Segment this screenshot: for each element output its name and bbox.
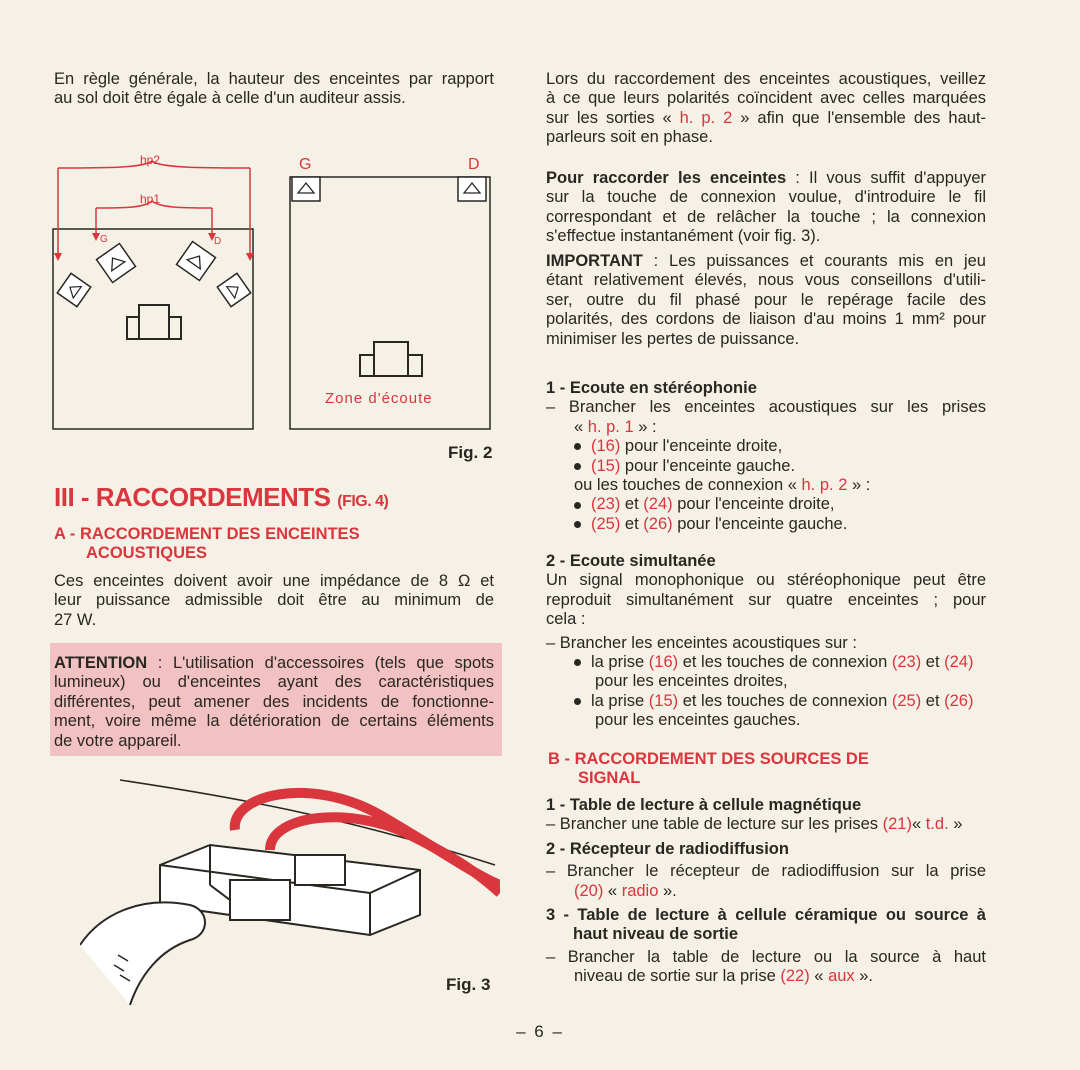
figure-2-speaker-layout xyxy=(44,145,504,435)
speaker-rear-left xyxy=(57,273,90,306)
figure-3-connection-illustration xyxy=(80,775,500,1005)
subsection-a-text: Ces enceintes doivent avoir une impédance de 8 Ω et leur puissance admissible doit être au minimum de 27 W. xyxy=(54,572,494,629)
subsection-a-title: A - RACCORDEMENT DES ENCEINTES ACOUSTIQUES xyxy=(54,525,360,563)
fig2-hp1-label: hp1 xyxy=(140,192,161,206)
right-paragraph-2: Pour raccorder les enceintes : Il vous suffit d'appuyer sur la touche de connexion voulue, d'introduire le fil correspondant et de relâcher la touche ; la connexion s'effectue instantanément (voir fig. 3). xyxy=(546,169,986,246)
simultaneous-section: 2 - Ecoute simultanée Un signal monophonique ou stéréophonique peut être reproduit simultanément sur quatre enceintes ; pour cela : – Brancher les enceintes acoustiques sur : la prise (16) et les touches de connexion (23) et (24) pour les enceintes droites, la prise (15) et les touches de connexion (25) et (26) pour les enceintes gauches. xyxy=(546,552,986,730)
fig2-g-big: G xyxy=(299,156,312,173)
zone-label: Zone d'écoute xyxy=(325,390,433,407)
speaker-g xyxy=(292,177,320,201)
bullet-icon xyxy=(574,463,581,470)
chair-left xyxy=(127,305,181,339)
chair-right xyxy=(360,342,422,376)
bullet-icon xyxy=(574,443,581,450)
intro-paragraph: En règle générale, la hauteur des enceintes par rapport au sol doit être égale à celle d'un auditeur assis. xyxy=(54,70,494,108)
fig2-d-small: D xyxy=(214,236,222,247)
page-number: – 6 – xyxy=(516,1022,564,1041)
fig2-caption: Fig. 2 xyxy=(448,443,493,462)
section-title: III - RACCORDEMENTS (FIG. 4) xyxy=(54,482,389,512)
bullet-icon xyxy=(574,659,581,666)
fig2-g-small: G xyxy=(100,234,108,245)
right-paragraph-3: IMPORTANT : Les puissances et courants mis en jeu étant relativement élevés, nous vous conseillons d'utili- ser, outre du fil phasé pour le repérage facile des polarités, des cordons de liaison d'au moins 1 mm² pour minimiser les pertes de puissance. xyxy=(546,252,986,348)
speaker-rear-right xyxy=(217,273,250,306)
fig2-hp2-label: hp2 xyxy=(140,153,161,167)
bullet-icon xyxy=(574,502,581,509)
bullet-icon xyxy=(574,521,581,528)
stereo-section: 1 - Ecoute en stéréophonie – Brancher les enceintes acoustiques sur les prises « h. p. 1 » : (16) pour l'enceinte droite, (15) pour l'enceinte gauche. ou les touches de connexion « h. p. 2 » : (23) et (24) pour l'enceinte droite, (25) et (26) pour l'enceinte gauche. xyxy=(546,379,986,533)
room-left xyxy=(53,229,253,429)
sources-section: 1 - Table de lecture à cellule magnétique – Brancher une table de lecture sur les prises (21)« t.d. » 2 - Récepteur de radiodiffusion – Brancher le récepteur de radiodiffusion sur la prise (20) « radio ». 3 - Table de lecture à cellule céramique ou source à haut niveau de sortie – Brancher la table de lecture ou la source à haut niveau de sortie sur la prise (22) « aux ». xyxy=(546,796,986,986)
bullet-icon xyxy=(574,698,581,705)
fig3-caption: Fig. 3 xyxy=(446,975,491,994)
right-paragraph-1: Lors du raccordement des enceintes acoustiques, veillez à ce que leurs polarités coïncident avec celles marquées sur les sorties « h. p. 2 » afin que l'ensemble des haut- parleurs soit en phase. xyxy=(546,70,987,147)
subsection-b-title: B - RACCORDEMENT DES SOURCES DE SIGNAL xyxy=(548,750,869,788)
speaker-front-right xyxy=(177,242,216,281)
attention-text: ATTENTION : L'utilisation d'accessoires (tels que spots lumineux) ou d'enceintes ayant des caractéristiques différentes, peut amener des incidents de fonctionne- ment, voire même la détérioration de certains éléments de votre appareil. xyxy=(54,654,494,750)
speaker-d xyxy=(458,177,486,201)
fig2-d-big: D xyxy=(468,156,480,173)
